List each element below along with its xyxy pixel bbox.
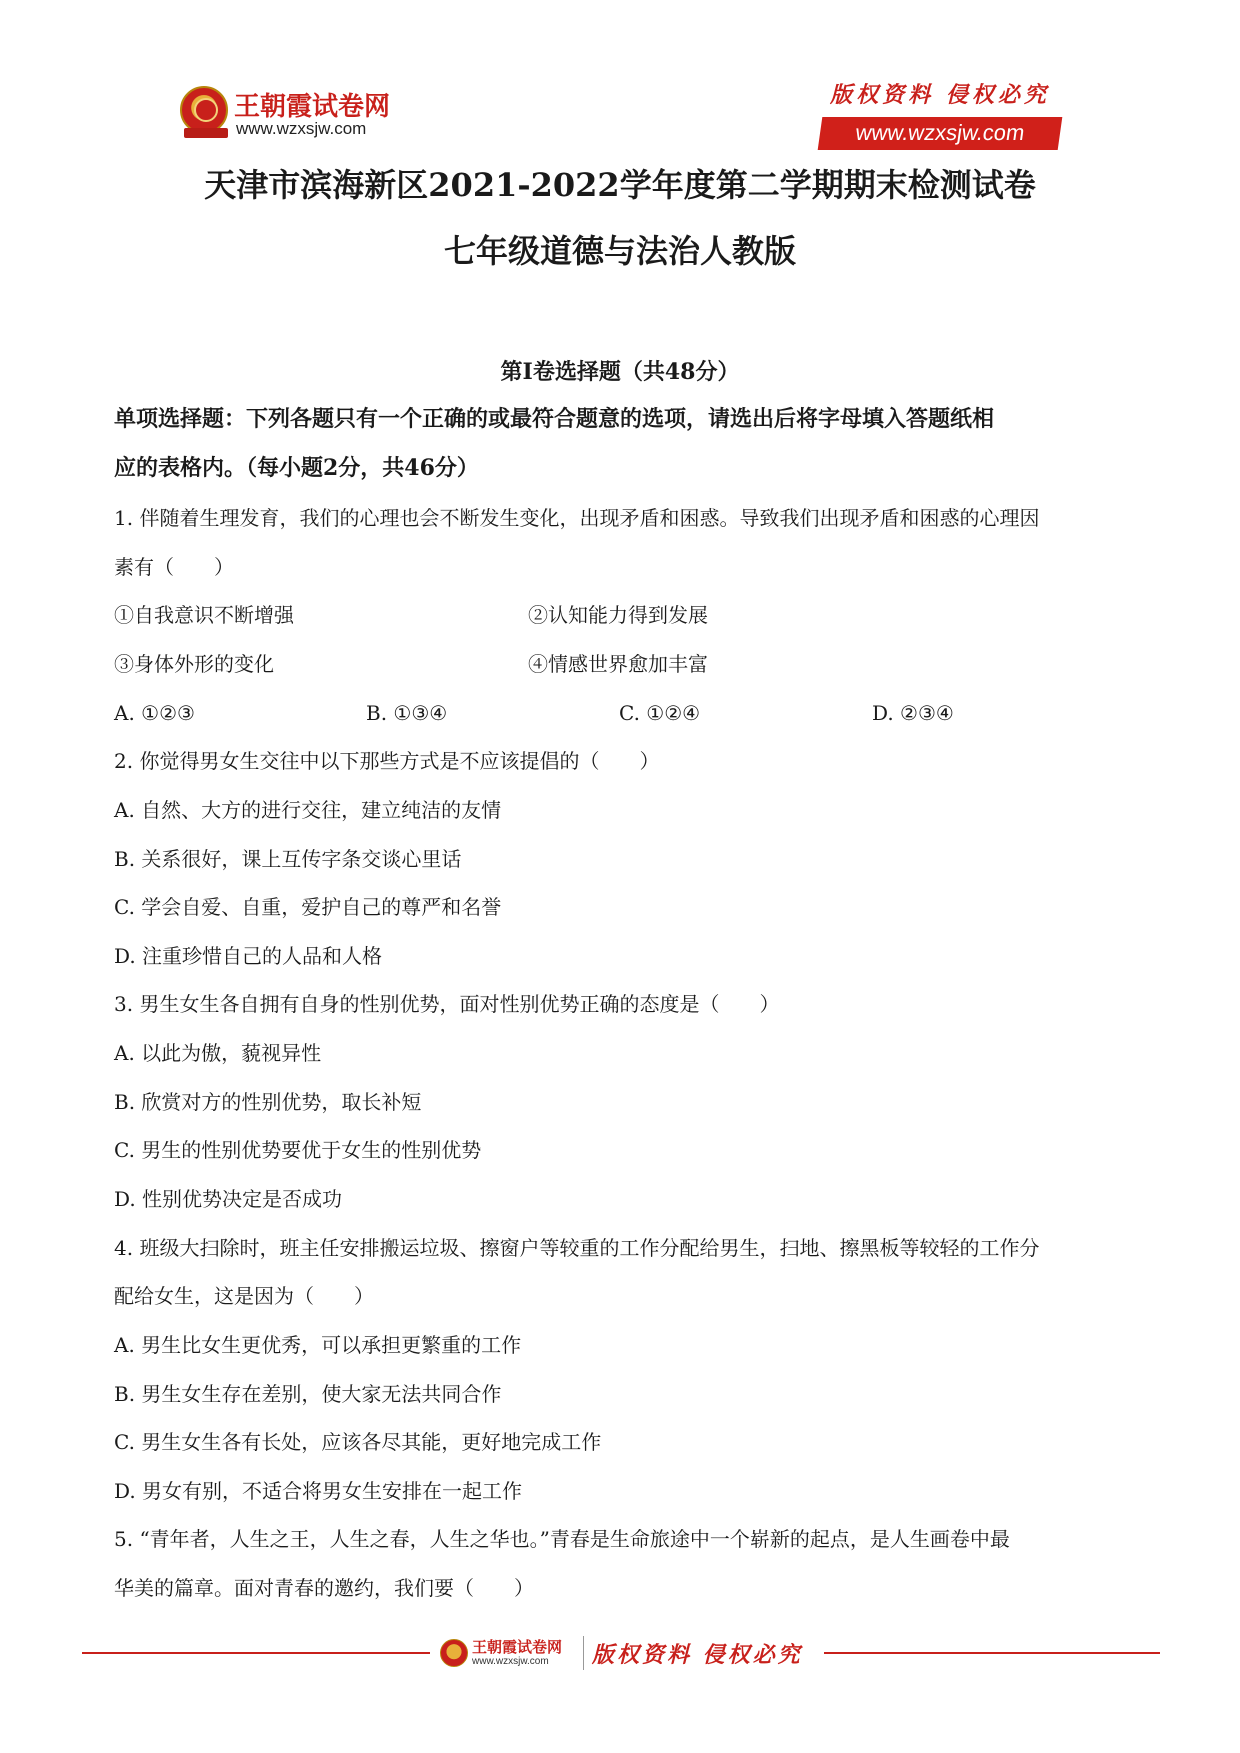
footer-divider-line <box>824 1652 1160 1654</box>
logo-url: www.wzxsjw.com <box>236 119 367 138</box>
question-1-stem: 素有（ ） <box>114 555 234 579</box>
footer-logo-url: www.wzxsjw.com <box>472 1656 549 1667</box>
question-3-option-b: B. 欣赏对方的性别优势，取长补短 <box>114 1090 422 1114</box>
footer-separator <box>583 1636 584 1670</box>
footer-divider-line <box>82 1652 430 1654</box>
seal-logo-icon <box>440 1639 468 1667</box>
question-1-stem: 1. 伴随着生理发育，我们的心理也会不断发生变化，出现矛盾和困惑。导致我们出现矛盾和困惑的心理因 <box>114 506 1040 530</box>
instruction-line: 应的表格内。（每小题2分，共46分） <box>114 455 479 481</box>
question-5-stem: 华美的篇章。面对青春的邀约，我们要（ ） <box>114 1576 534 1600</box>
question-3-option-c: C. 男生的性别优势要优于女生的性别优势 <box>114 1138 482 1162</box>
question-1-item: ④情感世界愈加丰富 <box>528 652 708 676</box>
question-2-option-d: D. 注重珍惜自己的人品和人格 <box>114 944 383 968</box>
question-2-stem: 2. 你觉得男女生交往中以下那些方式是不应该提倡的（ ） <box>114 749 660 773</box>
question-1-item: ①自我意识不断增强 <box>114 603 294 627</box>
question-4-option-a: A. 男生比女生更优秀，可以承担更繁重的工作 <box>114 1333 522 1357</box>
question-1-option-a: A. ①②③ <box>114 701 195 725</box>
question-3-option-a: A. 以此为傲，藐视异性 <box>114 1041 322 1065</box>
question-1-option-c: C. ①②④ <box>619 701 701 725</box>
question-2-option-b: B. 关系很好，课上互传字条交谈心里话 <box>114 847 462 871</box>
question-5-stem: 5. “青年者，人生之王，人生之春，人生之华也。”青春是生命旅途中一个崭新的起点，是人生画卷中最 <box>114 1527 1010 1551</box>
question-1-option-b: B. ①③④ <box>366 701 448 725</box>
logo-name: 王朝霞试卷网 <box>234 92 391 122</box>
question-2-option-a: A. 自然、大方的进行交往，建立纯洁的友情 <box>114 798 502 822</box>
footer-logo <box>440 1636 580 1672</box>
question-1-option-d: D. ②③④ <box>872 701 954 725</box>
page-title: 天津市滨海新区2021-2022学年度第二学期期末检测试卷 <box>204 166 1036 204</box>
url-banner: www.wzxsjw.com <box>818 117 1063 150</box>
question-1-item: ③身体外形的变化 <box>114 652 274 676</box>
copyright-notice: 版权资料 侵权必究 <box>830 82 1050 108</box>
header-copyright-block <box>820 78 1060 150</box>
question-1-item: ②认知能力得到发展 <box>528 603 708 627</box>
page-subtitle: 七年级道德与法治人教版 <box>443 232 796 270</box>
question-2-option-c: C. 学会自爱、自重，爱护自己的尊严和名誉 <box>114 895 502 919</box>
header-logo <box>180 82 410 144</box>
question-3-stem: 3. 男生女生各自拥有自身的性别优势，面对性别优势正确的态度是（ ） <box>114 992 780 1016</box>
question-3-option-d: D. 性别优势决定是否成功 <box>114 1187 343 1211</box>
question-4-option-d: D. 男女有别，不适合将男女生安排在一起工作 <box>114 1479 523 1503</box>
instruction-line: 单项选择题：下列各题只有一个正确的或最符合题意的选项，请选出后将字母填入答题纸相 <box>114 406 995 432</box>
question-4-option-b: B. 男生女生存在差别，使大家无法共同合作 <box>114 1382 502 1406</box>
seal-logo-icon <box>180 86 228 134</box>
question-4-option-c: C. 男生女生各有长处，应该各尽其能，更好地完成工作 <box>114 1430 602 1454</box>
footer-logo-name: 王朝霞试卷网 <box>472 1638 563 1656</box>
footer-copyright: 版权资料 侵权必究 <box>592 1642 803 1668</box>
question-4-stem: 配给女生，这是因为（ ） <box>114 1284 374 1308</box>
section-title: 第Ⅰ卷选择题（共48分） <box>500 359 740 385</box>
question-4-stem: 4. 班级大扫除时，班主任安排搬运垃圾、擦窗户等较重的工作分配给男生，扫地、擦黑板等较轻的工作分 <box>114 1236 1040 1260</box>
